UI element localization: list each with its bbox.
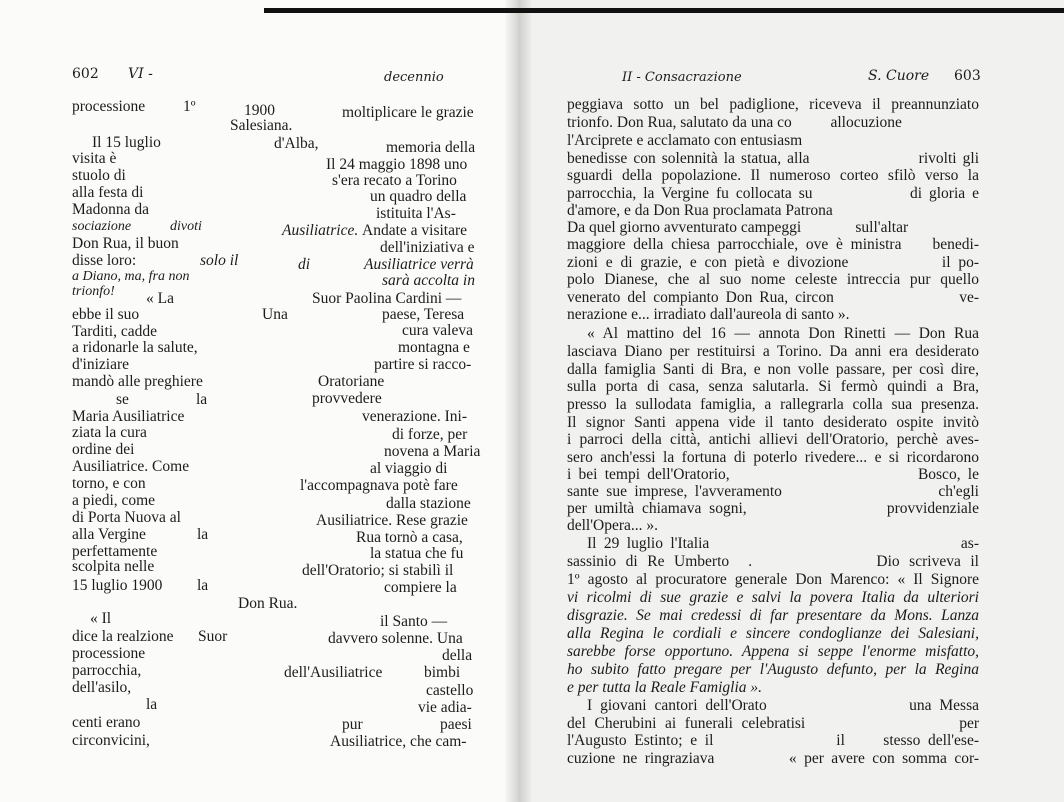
text-line: di Porta Nuova al: [72, 509, 181, 526]
text-line: torno, e con: [72, 475, 146, 492]
text-line: se: [116, 391, 129, 408]
text-line: stuolo di: [72, 167, 126, 184]
text-line: ordine dei: [72, 441, 135, 458]
text-line: sassinio di Re Umberto . Dio scriveva il: [567, 553, 979, 570]
right-page-number: 603: [954, 68, 981, 84]
text-line: « Il: [90, 610, 112, 627]
text-line: Oratoriane: [318, 373, 385, 390]
text-line: moltiplicare le grazie: [342, 104, 474, 121]
text-line: ziata la cura: [72, 424, 147, 441]
left-page-number: 602: [72, 66, 99, 82]
text-line: cura valeva: [402, 322, 473, 339]
text-line: processione: [72, 98, 146, 115]
text-line: la statua che fu: [370, 545, 464, 562]
text-line: Ausiliatrice, che cam-: [330, 733, 467, 750]
text-line: lasciava Diano per restituirsi a Torino. Da anni era desiderato: [567, 343, 979, 360]
text-line: mandò alle preghiere: [72, 373, 203, 390]
text-line: d'amore, e da Don Rua proclamata Patrona: [567, 202, 833, 219]
text-line: la: [197, 526, 209, 543]
text-line: disgrazie. Se mai credessi di far presentare da Mons. Lanza: [567, 607, 979, 624]
text-line: Ausiliatrice. Rese grazie: [316, 512, 468, 529]
text-line: alla Regina le cordiali e sincere condoglianze dei Salesiani,: [567, 625, 979, 642]
text-line: Il 24 maggio 1898 uno: [326, 156, 468, 173]
text-line: la: [197, 577, 209, 594]
text-line: Suor Paolina Cardini —: [312, 290, 462, 307]
text-line: dalla famiglia Santi di Bra, e non volle passare, per così dire,: [567, 361, 979, 378]
text-line: nerazione e... irradiato dall'aureola di santo ».: [567, 306, 850, 323]
text-line: Ausiliatrice verrà: [364, 256, 474, 273]
text-line: centi erano: [72, 714, 141, 731]
text-line: per umiltà chiamava sogni, provvidenziale: [567, 500, 979, 517]
text-line: peggiava sotto un bel padiglione, riceveva il preannunziato: [567, 96, 979, 113]
text-line: dell'iniziativa e: [380, 239, 475, 256]
text-line: circonvicini,: [72, 732, 150, 749]
text-line: d'Alba,: [274, 135, 319, 152]
text-line: zioni e di grazie, e con pietà e divozione il po-: [567, 254, 979, 271]
text-line: 1º: [183, 98, 196, 115]
text-line: novena a Maria: [384, 443, 481, 460]
text-line: sulla porta di casa, senza salutarla. Si fermò quindi a Bra,: [567, 378, 979, 395]
text-line: davvero solenne. Una: [328, 630, 463, 647]
text-line: I giovani cantori dell'Orato una Messa: [587, 697, 979, 714]
text-line: ebbe il suo: [72, 306, 140, 323]
text-line: trionfo. Don Rua, salutato da una co allocuzione: [567, 114, 902, 131]
text-line: e per tutta la Reale Famiglia ».: [567, 679, 763, 696]
text-line: ho subito fatto pregare per l'Augusto defunto, per la Regina: [567, 661, 979, 678]
right-running-head-part: II - Consacrazione: [622, 70, 742, 85]
text-line: venerazione. Ini-: [362, 408, 467, 425]
text-line: vie adia-: [418, 699, 472, 716]
text-line: venerato del compianto Don Rua, circon ve-: [567, 289, 979, 306]
text-line: Ausiliatrice. Come: [72, 458, 190, 475]
text-line: paese, Teresa: [382, 306, 465, 323]
text-line: parrocchia, la Vergine fu collocata su di gloria e: [567, 185, 979, 202]
text-line: cuzione ne ringraziava « per avere con somma cor-: [567, 750, 979, 767]
text-line: Ausiliatrice.: [282, 222, 359, 239]
text-line: istituita l'As-: [376, 205, 456, 222]
text-line: « Al mattino del 16 — annota Don Rinetti — Don Rua: [587, 325, 979, 342]
text-line: solo il: [200, 252, 239, 269]
text-line: Una: [262, 306, 288, 323]
text-line: sguardi della popolazione. Il numeroso corteo sfilò verso la: [567, 167, 979, 184]
text-line: benedisse con solennità la statua, alla rivolti gli: [567, 150, 979, 167]
text-line: a ridonarle la salute,: [72, 339, 198, 356]
text-line: a Diano, ma, fra non: [72, 269, 190, 284]
text-line: di: [298, 256, 311, 273]
text-line: Il signor Santi appena vide il tanto desiderato ospite invitò: [567, 414, 979, 431]
text-line: visita è: [72, 150, 117, 167]
text-line: 1900: [244, 102, 275, 119]
text-line: bimbi: [424, 664, 461, 681]
text-line: 15 luglio 1900: [72, 577, 163, 594]
text-line: Rua tornò a casa,: [356, 529, 463, 546]
text-line: dell'Ausiliatrice: [284, 664, 383, 681]
text-line: l'Augusto Estinto; e il il stesso dell'ese-: [567, 732, 979, 749]
text-line: memoria della: [386, 139, 476, 156]
text-line: sante sue imprese, l'avveramento ch'egli: [567, 483, 979, 500]
text-line: 1º agosto al procuratore generale Don Marenco: « Il Signore: [567, 571, 979, 588]
text-line: castello: [426, 682, 474, 699]
text-line: Il 15 luglio: [92, 134, 161, 151]
text-line: dalla stazione: [386, 495, 471, 512]
text-line: sarebbe forse opportuno. Appena si seppe l'enorme misfatto,: [567, 643, 979, 660]
text-line: scolpita nelle: [72, 558, 155, 575]
text-line: la: [196, 391, 208, 408]
text-line: dell'asilo,: [72, 679, 132, 696]
text-line: un quadro della: [370, 188, 467, 205]
text-line: pur: [342, 716, 363, 733]
text-line: perfettamente: [72, 543, 158, 560]
text-line: vi ricolmi di sue grazie e salvi la povera Italia da ulteriori: [567, 589, 979, 606]
text-line: maggiore della chiesa parrocchiale, ove è ministra benedi-: [567, 236, 979, 253]
text-line: divoti: [170, 219, 202, 234]
text-line: dell'Opera... ».: [567, 517, 659, 534]
text-line: della: [442, 647, 473, 664]
text-line: Don Rua.: [238, 595, 298, 612]
text-line: disse loro:: [72, 252, 137, 269]
text-line: Salesiana.: [230, 117, 293, 134]
text-line: i bei tempi dell'Oratorio, Bosco, le: [567, 466, 979, 483]
left-running-head-part: VI -: [128, 66, 153, 82]
text-line: sero anch'essi la fortuna di poterlo rivedere... e si ricordarono: [567, 449, 979, 466]
text-line: Madonna da: [72, 201, 150, 218]
text-line: parrocchia,: [72, 662, 142, 679]
text-line: sociazione: [72, 219, 132, 234]
text-line: l'accompagnava potè fare: [300, 477, 458, 494]
left-running-head-title: decennio: [384, 70, 444, 85]
text-line: « La: [146, 290, 174, 307]
text-line: Suor: [198, 628, 228, 645]
text-line: dice la realzione: [72, 628, 174, 645]
text-line: del Cherubini ai funerali celebratisi per: [567, 715, 979, 732]
text-line: di forze, per: [392, 426, 468, 443]
text-line: dell'Oratorio; si stabilì il: [302, 562, 454, 579]
text-line: presso la sullodata famiglia, a rallegrarla colla sua presenza.: [567, 396, 979, 413]
text-line: Il 29 luglio l'Italia as-: [587, 535, 979, 552]
text-line: s'era recato a Torino: [332, 172, 457, 189]
text-line: montagna e: [398, 339, 470, 356]
book-gutter: [505, 0, 531, 802]
text-line: Tarditi, cadde: [72, 323, 157, 340]
text-line: a piedi, come: [72, 492, 156, 509]
text-line: polo Dianese, che al suo nome celeste intreccia pur quello: [567, 271, 979, 288]
text-line: Don Rua, il buon: [72, 235, 179, 252]
text-line: Andate a visitare: [362, 222, 468, 239]
top-rule: [264, 8, 1064, 13]
right-running-head-title: S. Cuore: [868, 68, 930, 84]
text-line: trionfo!: [72, 284, 115, 299]
text-line: il Santo —: [380, 613, 448, 630]
text-line: sarà accolta in: [382, 272, 475, 289]
text-line: provvedere: [312, 390, 382, 407]
text-line: l'Arciprete e acclamato con entusiasm: [567, 132, 803, 149]
text-line: Da quel giorno avventurato campeggi sull'altar: [567, 219, 909, 236]
text-line: alla Vergine: [72, 526, 146, 543]
text-line: Maria Ausiliatrice: [72, 408, 185, 425]
text-line: d'iniziare: [72, 356, 130, 373]
text-line: la: [146, 696, 158, 713]
text-line: i parroci della città, antichi allievi dell'Oratorio, perchè aves-: [567, 431, 979, 448]
text-line: al viaggio di: [370, 460, 448, 477]
text-line: compiere la: [384, 579, 457, 596]
text-line: processione: [72, 645, 146, 662]
text-line: partire si racco-: [374, 356, 472, 373]
text-line: paesi: [440, 716, 472, 733]
text-line: alla festa di: [72, 184, 144, 201]
